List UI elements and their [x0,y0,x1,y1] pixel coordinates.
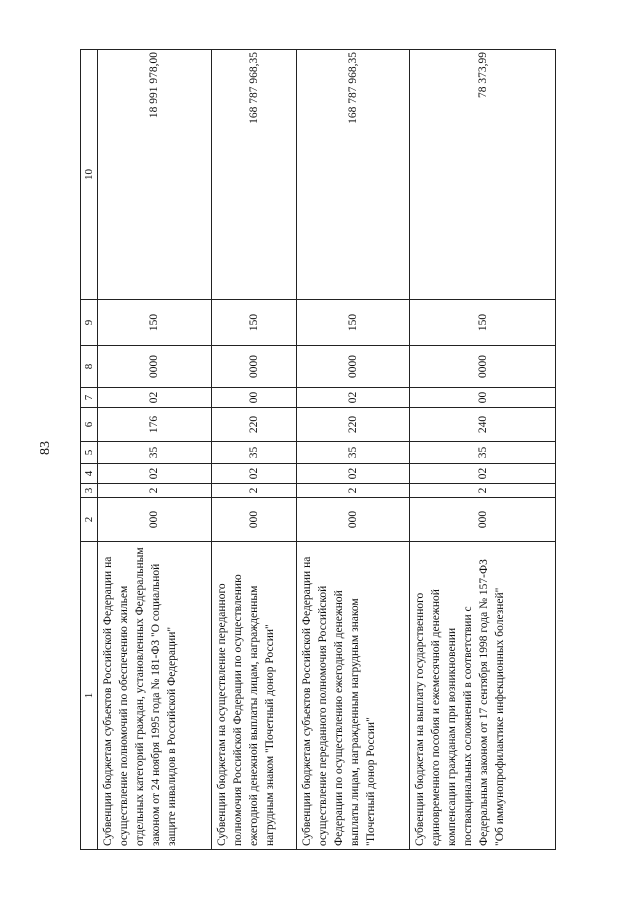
cell-subgroup: 02 [296,464,409,484]
cell-element: 00 [410,388,556,408]
budget-table [80,49,556,850]
header-cell: 7 [81,388,98,408]
cell-group: 2 [296,484,409,498]
cell-amount: 18 991 978,00 [98,50,211,300]
cell-element: 02 [296,388,409,408]
row-name: Субвенции бюджетам на выплату государственного единовременного пособия и ежемесячной денежной компенсации гражданам при возникновении поствакцинальных осложнений в соответствии с Федеральным законом от 17 сентября 1998 года № 157-ФЗ "Об иммунопрофилактике инфекционных болезней" [410,542,556,850]
cell-subgroup: 02 [410,464,556,484]
cell-admin-code: 000 [410,498,556,542]
cell-subarticle: 220 [296,408,409,442]
cell-economic: 150 [296,300,409,346]
table-row [211,50,296,850]
cell-group: 2 [98,484,211,498]
cell-economic: 150 [211,300,296,346]
cell-article: 35 [296,442,409,464]
cell-amount: 168 787 968,35 [211,50,296,300]
cell-program: 0000 [410,346,556,388]
rotated-table-container [80,50,556,850]
cell-subarticle: 176 [98,408,211,442]
cell-amount: 168 787 968,35 [296,50,409,300]
header-cell: 9 [81,300,98,346]
header-cell: 2 [81,498,98,542]
header-cell: 4 [81,464,98,484]
cell-admin-code: 000 [98,498,211,542]
cell-group: 2 [211,484,296,498]
cell-article: 35 [211,442,296,464]
cell-article: 35 [98,442,211,464]
cell-subgroup: 02 [211,464,296,484]
cell-program: 0000 [98,346,211,388]
cell-admin-code: 000 [211,498,296,542]
cell-group: 2 [410,484,556,498]
table-row [98,50,211,850]
header-cell: 8 [81,346,98,388]
cell-subarticle: 220 [211,408,296,442]
cell-economic: 150 [410,300,556,346]
cell-element: 02 [98,388,211,408]
cell-element: 00 [211,388,296,408]
cell-economic: 150 [98,300,211,346]
header-cell: 10 [81,50,98,300]
page-number: 83 [38,441,53,455]
cell-admin-code: 000 [296,498,409,542]
row-name: Субвенции бюджетам субъектов Российской Федерации на осуществление переданного полномочия Российской Федерации по осуществлению ежегодной денежной выплаты лицам, награжденным нагрудным знаком "Почетный донор России" [296,542,409,850]
cell-article: 35 [410,442,556,464]
header-cell: 5 [81,442,98,464]
table-row [296,50,409,850]
header-cell: 6 [81,408,98,442]
row-name: Субвенции бюджетам субъектов Российской Федерации на осуществление полномочий по обеспечению жильем отдельных категорий граждан, установленных Федеральным законом от 24 ноября 1995 года № 181-ФЗ "О социальной защите инвалидов в Российской Федерации" [98,542,211,850]
header-cell: 3 [81,484,98,498]
cell-program: 0000 [211,346,296,388]
cell-subgroup: 02 [98,464,211,484]
row-name: Субвенции бюджетам на осуществление переданного полномочия Российской Федерации по осуществлению ежегодной денежной выплаты лицам, награжденным нагрудным знаком "Почетный донор России" [211,542,296,850]
cell-subarticle: 240 [410,408,556,442]
table-row [410,50,556,850]
header-cell: 1 [81,542,98,850]
header-row [81,50,98,850]
cell-amount: 78 373,99 [410,50,556,300]
cell-program: 0000 [296,346,409,388]
